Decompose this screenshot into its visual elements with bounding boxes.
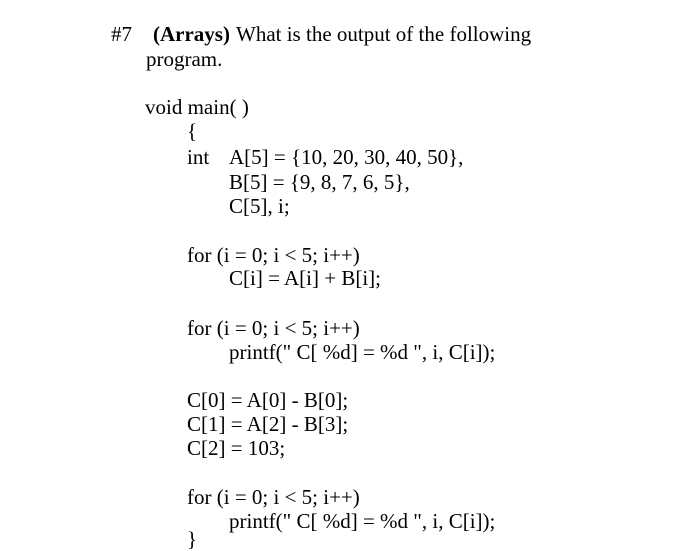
- code-line-c0-assign: C[0] = A[0] - B[0];: [187, 388, 349, 412]
- question-prompt-line2: program.: [146, 47, 223, 71]
- code-line-main: void main( ): [145, 95, 249, 119]
- code-line-c2-assign: C[2] = 103;: [187, 436, 286, 460]
- question-number: #7: [111, 22, 132, 46]
- code-line-array-c: C[5], i;: [229, 194, 290, 218]
- code-line-for-loop-3: for (i = 0; i < 5; i++): [187, 485, 360, 509]
- code-line-for-loop-2: for (i = 0; i < 5; i++): [187, 316, 360, 340]
- code-line-array-a: A[5] = {10, 20, 30, 40, 50},: [229, 145, 464, 169]
- code-line-printf-1: printf(" C[ %d] = %d ", i, C[i]);: [229, 340, 496, 364]
- code-line-for-loop-1: for (i = 0; i < 5; i++): [187, 243, 360, 267]
- code-line-sum-assign: C[i] = A[i] + B[i];: [229, 266, 382, 290]
- code-line-close-brace: }: [187, 527, 198, 551]
- code-line-c1-assign: C[1] = A[2] - B[3];: [187, 412, 349, 436]
- code-line-array-b: B[5] = {9, 8, 7, 6, 5},: [229, 170, 410, 194]
- question-topic: (Arrays): [153, 22, 230, 46]
- code-line-printf-2: printf(" C[ %d] = %d ", i, C[i]);: [229, 509, 496, 533]
- code-line-open-brace: {: [187, 119, 198, 143]
- question-prompt-line1: What is the output of the following: [236, 22, 532, 46]
- code-line-int-keyword: int: [187, 145, 210, 169]
